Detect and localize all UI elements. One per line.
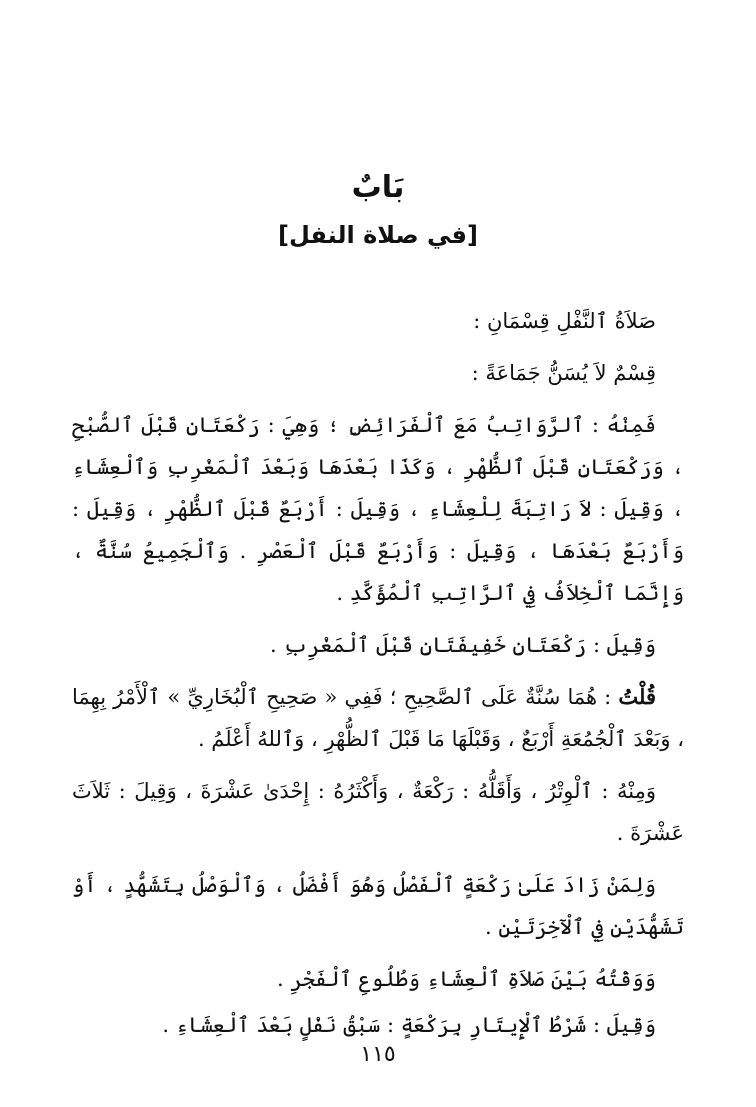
paragraph-first-type: قِسْمٌ لاَ يُسَنُّ جَمَاعَةً : <box>471 361 656 385</box>
page-number: ١١٥ <box>360 1042 396 1067</box>
paragraph-before-maghrib: وَقِيلَ : رَكْعَتَانِ خَفِيفَتَانِ قَبْلَ ٱلْمَغْرِبِ . <box>269 633 656 657</box>
paragraph-witr-condition: وَقِيلَ : شَرْطُ ٱلْإِيتَارِ بِرَكْعَةٍ : سَبْقُ نَفْلٍ بَعْدَ ٱلْعِشَاءِ . <box>162 1013 656 1037</box>
paragraph-witr-separation: وَلِمَنْ زَادَ عَلَىٰ رَكْعَةٍ ٱلْفَصْلُ وَهُوَ أَفْضَلُ ، وَٱلْوَصْلُ بِتَشَهُّدٍ ، أَوْ تَشَهُّدَيْنِ فِي ٱلْآخِرَتَيْنِ . <box>72 873 684 939</box>
paragraph-nafl-two-types: صَلاَةُ ٱلنَّفْلِ قِسْمَانِ : <box>473 309 656 333</box>
qultu-lead: قُلْتُ <box>618 684 656 709</box>
chapter-title: بَابٌ <box>351 170 405 205</box>
paragraph-rawatib: فَمِنْهُ : ٱلرَّوَاتِبُ مَعَ ٱلْفَرَائِضِ ؛ وَهِيَ : رَكْعَتَانِ قَبْلَ ٱلصُّبْحِ ، وَرَكْعَتَانِ قَبْلَ ٱلظُّهْرِ ، وَكَذَا بَعْدَهَا وَبَعْدَ ٱلْمَغْرِبِ وَٱلْعِشَاءِ ، وَقِيلَ : لاَ رَاتِبَةَ لِلْعِشَاءِ ، وَقِيلَ : أَرْبَعٌ قَبْلَ ٱلظُّهْرِ ، وَقِيلَ : وَأَرْبَعٌ بَعْدَهَا ، وَقِيلَ : وَأَرْبَعٌ قَبْلَ ٱلْعَصْرِ . وَٱلْجَمِيعُ سُنَّةٌ ، وَإِنَّمَا ٱلْخِلاَفُ فِي ٱلرَّاتِبِ ٱلْمُؤَكَّدِ . <box>72 413 684 605</box>
body-text <box>72 300 684 1050</box>
qultu-text: : هُمَا سُنَّةٌ عَلَى ٱلصَّحِيحِ ؛ فَفِي « صَحِيحِ ٱلْبُخَارِيِّ » ٱلْأَمْرُ بِهِمَا ، وَبَعْدَ ٱلْجُمُعَةِ أَرْبَعٌ ، وَقَبْلَهَا مَا قَبْلَ ٱلظُّهْرِ ، وَٱللهُ أَعْلَمُ . <box>72 685 684 751</box>
chapter-subtitle: [في صلاة النفل] <box>278 221 478 249</box>
paragraph-witr: وَمِنْهُ : ٱلْوِتْرُ ، وَأَقَلُّهُ : رَكْعَةٌ ، وَأَكْثَرُهُ : إِحْدَىٰ عَشْرَةَ ، وَقِيلَ : ثَلاَثَ عَشْرَةَ . <box>72 779 684 845</box>
paragraph-witr-time: وَوَقْتُهُ بَيْنَ صَلاَةِ ٱلْعِشَاءِ وَطُلُوعِ ٱلْفَجْرِ . <box>277 967 656 991</box>
paragraph-qultu-note <box>72 676 684 760</box>
